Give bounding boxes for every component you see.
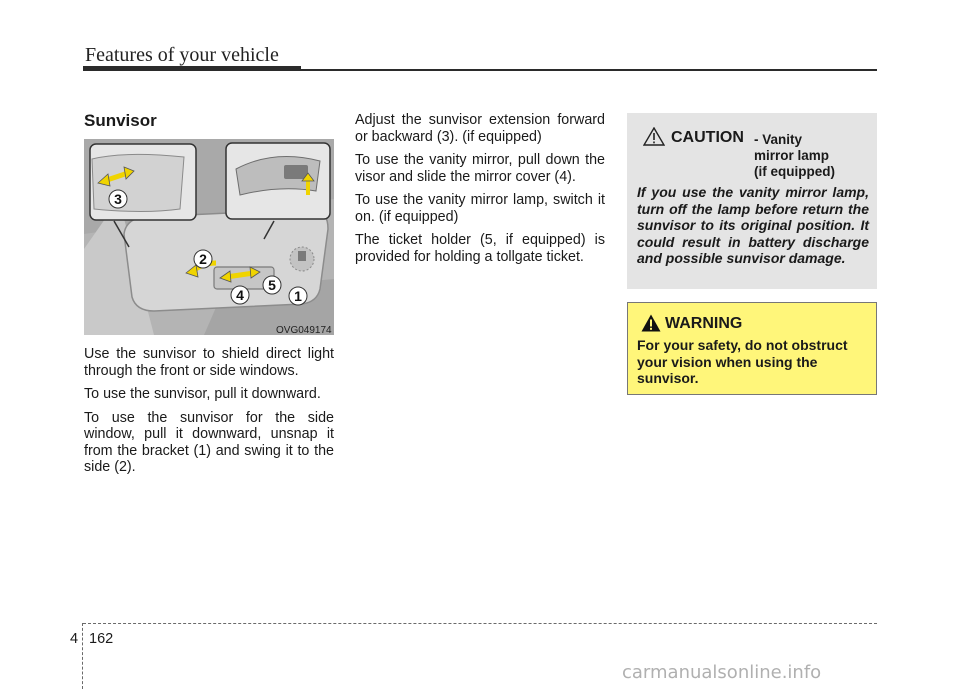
warning-label: WARNING (665, 315, 743, 332)
paragraph: To use the vanity mirror lamp, switch it on. (if equipped) (355, 192, 605, 225)
caution-triangle-icon (643, 127, 665, 146)
left-column (84, 346, 334, 483)
section-title: Sunvisor (84, 111, 157, 130)
vanity-lamp (284, 165, 308, 179)
callout-3: 3 (114, 191, 122, 207)
paragraph: Adjust the sunvisor extension forward or backward (3). (if equipped) (355, 112, 605, 145)
warning-text: For your safety, do not obstruct your vision when using the sunvisor. (637, 337, 848, 386)
warning-triangle-icon (641, 314, 661, 332)
paragraph: Use the sunvisor to shield direct light through the front or side windows. (84, 346, 334, 379)
paragraph: To use the vanity mirror, pull down the visor and slide the mirror cover (4). (355, 152, 605, 185)
callout-5: 5 (268, 277, 276, 293)
callout-1: 1 (294, 288, 302, 304)
caution-text: If you use the vanity mirror lamp, turn off the lamp before return the sunvisor to its original position. It could result in battery discharge and possible sunvisor damage. (637, 184, 869, 266)
caution-header (637, 121, 869, 181)
page-header-title: Features of your vehicle (85, 44, 279, 66)
warning-header (637, 311, 868, 337)
figure-code: OVG049174 (276, 325, 332, 336)
page-number: 162 (89, 631, 114, 647)
callout-4: 4 (236, 287, 244, 303)
sunvisor-illustration (84, 139, 334, 335)
warning-box (627, 302, 877, 395)
page-chapter: 4 (70, 631, 79, 647)
header-rule-thick (83, 66, 301, 71)
paragraph: To use the sunvisor for the side window, pull it downward, unsnap it from the bracket (1) and swing it to the side (2). (84, 409, 334, 475)
callout-2: 2 (199, 251, 207, 267)
paragraph: The ticket holder (5, if equipped) is provided for holding a tollgate ticket. (355, 232, 605, 265)
middle-column (355, 112, 605, 272)
caution-label: CAUTION (671, 129, 744, 146)
watermark: carmanualsonline.info (622, 662, 822, 683)
header-rule-thin (301, 69, 877, 71)
caution-subtitle: - Vanity mirror lamp (if equipped) (754, 132, 835, 179)
footer-dashed-rule (83, 623, 877, 624)
paragraph: To use the sunvisor, pull it downward. (84, 386, 321, 402)
footer-dashed-divider (82, 623, 83, 689)
caution-box (627, 113, 877, 289)
